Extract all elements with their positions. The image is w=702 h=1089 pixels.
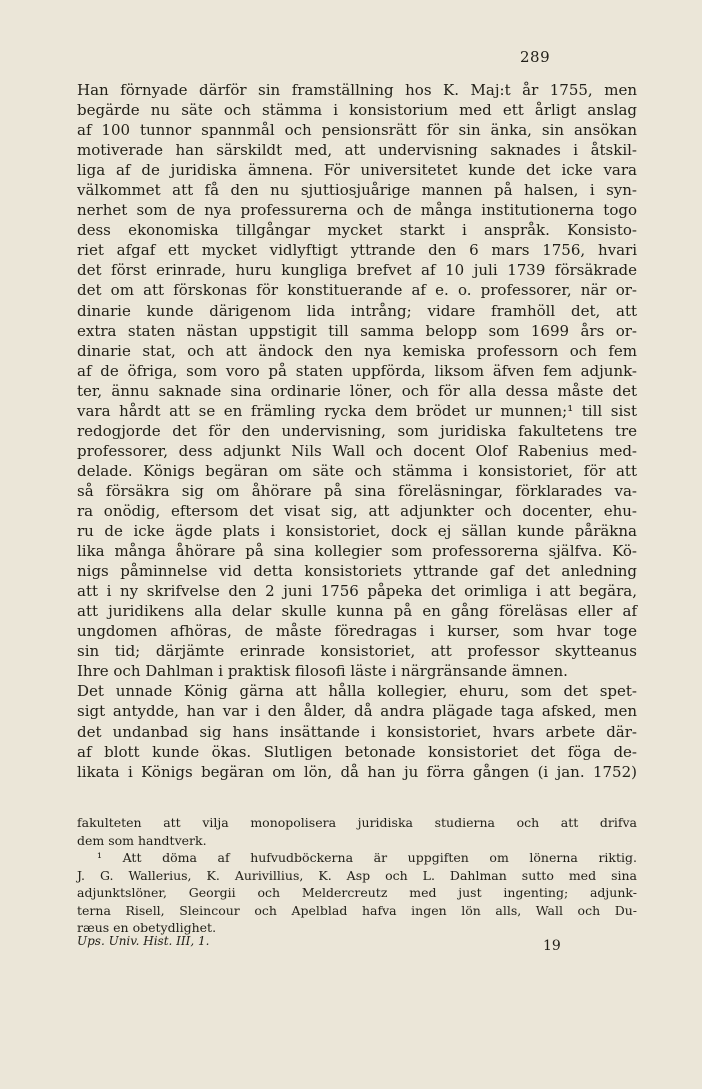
signature-text: Ups. Univ. Hist. III, 1. <box>77 934 210 948</box>
body-line: ra onödig, eftersom det visat sig, att adjunkter och docenter, ehu- <box>77 501 637 520</box>
body-line: ter, ännu saknade sina ordinarie löner, och för alla dessa måste det <box>77 381 637 400</box>
body-line: riet afgaf ett mycket vidlyftigt yttrande den 6 mars 1756, hvari <box>77 241 637 260</box>
body-line: nerhet som de nya professurerna och de många institutionerna togo <box>77 201 637 220</box>
body-line: att i ny skrifvelse den 2 juni 1756 påpeka det orimliga i att begära, <box>77 582 637 601</box>
body-line: dess ekonomiska tillgångar mycket starkt i anspråk. Konsisto- <box>77 221 637 240</box>
body-line: dinarie stat, och att ändock den nya kemiska professorn och fem <box>77 341 637 360</box>
body-line: ungdomen afhöras, de måste föredragas i kurser, som hvar toge <box>77 622 637 641</box>
body-line: det undanbad sig hans insättande i konsistoriet, hvars arbete där- <box>77 722 637 741</box>
body-line: dinarie kunde därigenom lida intrång; vidare framhöll det, att <box>77 301 637 320</box>
body-line: delade. Königs begäran om säte och stämma i konsistoriet, för att <box>77 461 637 480</box>
footnotes <box>77 814 637 937</box>
footnote-line: dem som handtverk. <box>77 832 207 848</box>
body-line: af 100 tunnor spannmål och pensionsrätt för sin änka, sin ansökan <box>77 121 637 140</box>
body-line: det om att förskonas för konstituerande af e. o. professorer, när or- <box>77 281 637 300</box>
body-line: Ihre och Dahlman i praktisk filosofi läste i närgränsande ämnen. <box>77 662 568 681</box>
body-line: välkommet att få den nu sjuttiosjuårige mannen på halsen, i syn- <box>77 181 637 200</box>
footnote-line: terna Risell, Sleincour och Apelblad hafva ingen lön alls, Wall och Du- <box>77 902 637 918</box>
body-line: af blott kunde ökas. Slutligen betonade konsistoriet det föga de- <box>77 742 637 761</box>
footnote-line: J. G. Wallerius, K. Aurivillius, K. Asp och L. Dahlman sutto med sina <box>77 867 637 883</box>
body-line: Det unnade König gärna att hålla kollegier, ehuru, som det spet- <box>77 682 637 701</box>
body-line: vara hårdt att se en främling rycka dem brödet ur munnen;¹ till sist <box>77 401 637 420</box>
body-line: att juridikens alla delar skulle kunna på en gång föreläsas eller af <box>77 602 637 621</box>
body-line: så försäkra sig om åhörare på sina föreläsningar, förklarades va- <box>77 481 637 500</box>
body-line: redogjorde det för den undervisning, som juridiska fakultetens tre <box>77 421 637 440</box>
body-line: lika många åhörare på sina kollegier som professorerna själfva. Kö- <box>77 542 637 561</box>
body-line: likata i Königs begäran om lön, då han ju förra gången (i jan. 1752) <box>77 762 637 781</box>
footnote-line: fakulteten att vilja monopolisera juridiska studierna och att drifva <box>77 815 637 830</box>
body-line: det först erinrade, huru kungliga brefvet af 10 juli 1739 försäkrade <box>77 261 637 280</box>
body-line: professorer, dess adjunkt Nils Wall och docent Olof Rabenius med- <box>77 441 637 460</box>
footnote-line: ræus en obetydlighet. <box>77 920 217 935</box>
body-line: Han förnyade därför sin framställning hos K. Maj:t år 1755, men <box>77 81 637 99</box>
body-text <box>77 80 637 782</box>
footnote-line: adjunktslöner, Georgii och Meldercreutz med just ingenting; adjunk- <box>77 885 637 900</box>
body-line: begärde nu säte och stämma i konsistorium med ett årligt anslag <box>77 101 637 120</box>
body-line: sigt antydde, han var i den ålder, då andra plägade taga afsked, men <box>77 702 637 721</box>
page-number: 289 <box>520 48 551 66</box>
signature-mark: 19 <box>543 938 561 954</box>
footnote-line: ¹ Att döma af hufvudböckerna är uppgiften om lönerna riktig. <box>97 850 637 865</box>
body-line: ru de icke ägde plats i konsistoriet, dock ej sällan kunde påräkna <box>77 522 637 541</box>
body-line: extra staten nästan uppstigit till samma belopp som 1699 års or- <box>77 321 637 340</box>
body-line: af de öfriga, som voro på staten uppförda, liksom äfven fem adjunk- <box>77 361 637 380</box>
body-line: motiverade han särskildt med, att undervisning saknades i åtskil- <box>77 141 637 160</box>
body-line: sin tid; därjämte erinrade konsistoriet, att professor skytteanus <box>77 642 637 661</box>
signature-row <box>77 934 561 954</box>
body-line: liga af de juridiska ämnena. För universitetet kunde det icke vara <box>77 161 637 180</box>
body-line: nigs påminnelse vid detta konsistoriets yttrande gaf det anledning <box>77 562 637 581</box>
